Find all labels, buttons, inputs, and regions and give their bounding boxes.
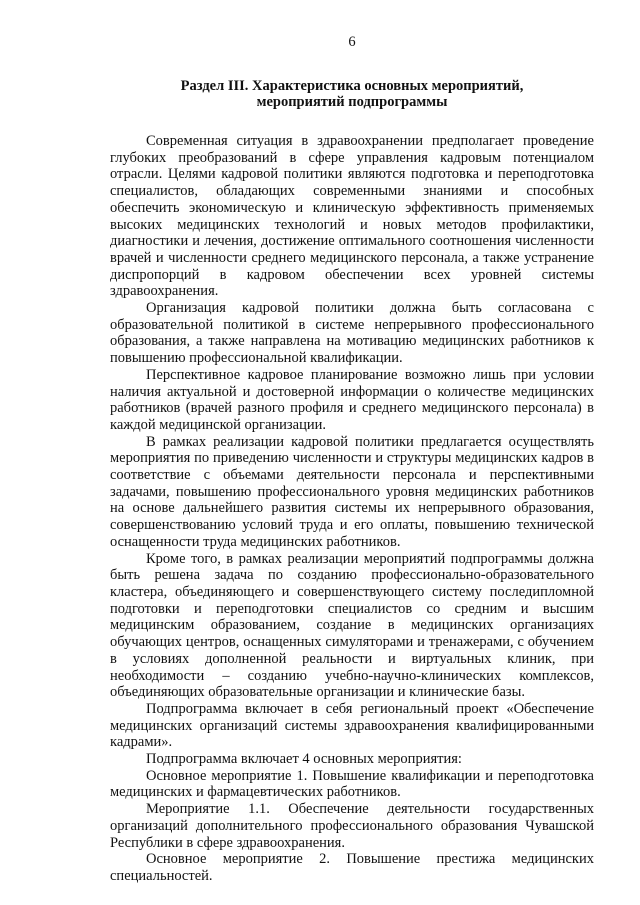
paragraph-regional-project: Подпрограмма включает в себя региональный проект «Обеспечение медицинских организаций системы здравоохранения квалифицированными кадрами». (110, 700, 594, 751)
section-title (110, 78, 594, 110)
section-title-line-2: мероприятий подпрограммы (256, 94, 448, 110)
paragraph-main-activities-count: Подпрограмма включает 4 основных мероприятия: (146, 751, 462, 768)
section-title-line-1: Раздел III. Характеристика основных мероприятий, (180, 78, 524, 94)
paragraph-current-situation: Современная ситуация в здравоохранении предполагает проведение глубоких преобразований в сфере управления кадровым потенциалом отрасли. Целями кадровой политики являются подготовка и переподготовка специалистов, обладающих современными знаниями и способных обеспечить экономическую и клиническую эффективность применяемых высоких медицинских технологий и новых методов профилактики, диагностики и лечения, достижение оптимального соотношения численности врачей и численности среднего медицинского персонала, а также устранение диспропорций в кадровом обеспечении всех уровней системы здравоохранения. (110, 133, 594, 300)
paragraph-main-activity-2: Основное мероприятие 2. Повышение престижа медицинских специальностей. (110, 851, 594, 884)
paragraph-main-activity-1: Основное мероприятие 1. Повышение квалификации и переподготовка медицинских и фармацевтических работников. (110, 767, 594, 801)
paragraph-activity-1-1: Мероприятие 1.1. Обеспечение деятельности государственных организаций дополнительного профессионального образования Чувашской Республики в сфере здравоохранения. (110, 801, 594, 851)
paragraph-policy-organization: Организация кадровой политики должна быть согласована с образовательной политикой в системе непрерывного профессионального образования, а также направлена на мотивацию медицинских работников к повышению профессиональной квалификации. (110, 300, 594, 367)
page-number: 6 (348, 34, 356, 50)
body-text (110, 133, 594, 885)
paragraph-policy-measures: В рамках реализации кадровой политики предлагается осуществлять мероприятия по приведению численности и структуры медицинских кадров в соответствие с объемами деятельности персонала и перспективными задачами, повышению профессионального уровня медицинских работников на основе дальнейшего развития системы их непрерывного образования, совершенствованию условий труда и его оплаты, повышению технической оснащенности труда медицинских работников. (110, 433, 594, 550)
paragraph-staff-planning: Перспективное кадровое планирование возможно лишь при условии наличия актуальной и достоверной информации о количестве медицинских работников (врачей разного профиля и среднего медицинского персонала) в каждой медицинской организации. (110, 366, 594, 433)
paragraph-education-cluster: Кроме того, в рамках реализации мероприятий подпрограммы должна быть решена задача по созданию профессионально-образовательного кластера, объединяющего и совершенствующего систему последипломной подготовки и переподготовки специалистов со средним и высшим медицинским образованием, создание в медицинских организациях обучающих центров, оснащенных симуляторами и тренажерами, с обучением в условиях дополненной реальности и виртуальных клиник, при необходимости – созданию учебно-научно-клинических комплексов, объединяющих образовательные организации и клинические базы. (110, 550, 594, 701)
